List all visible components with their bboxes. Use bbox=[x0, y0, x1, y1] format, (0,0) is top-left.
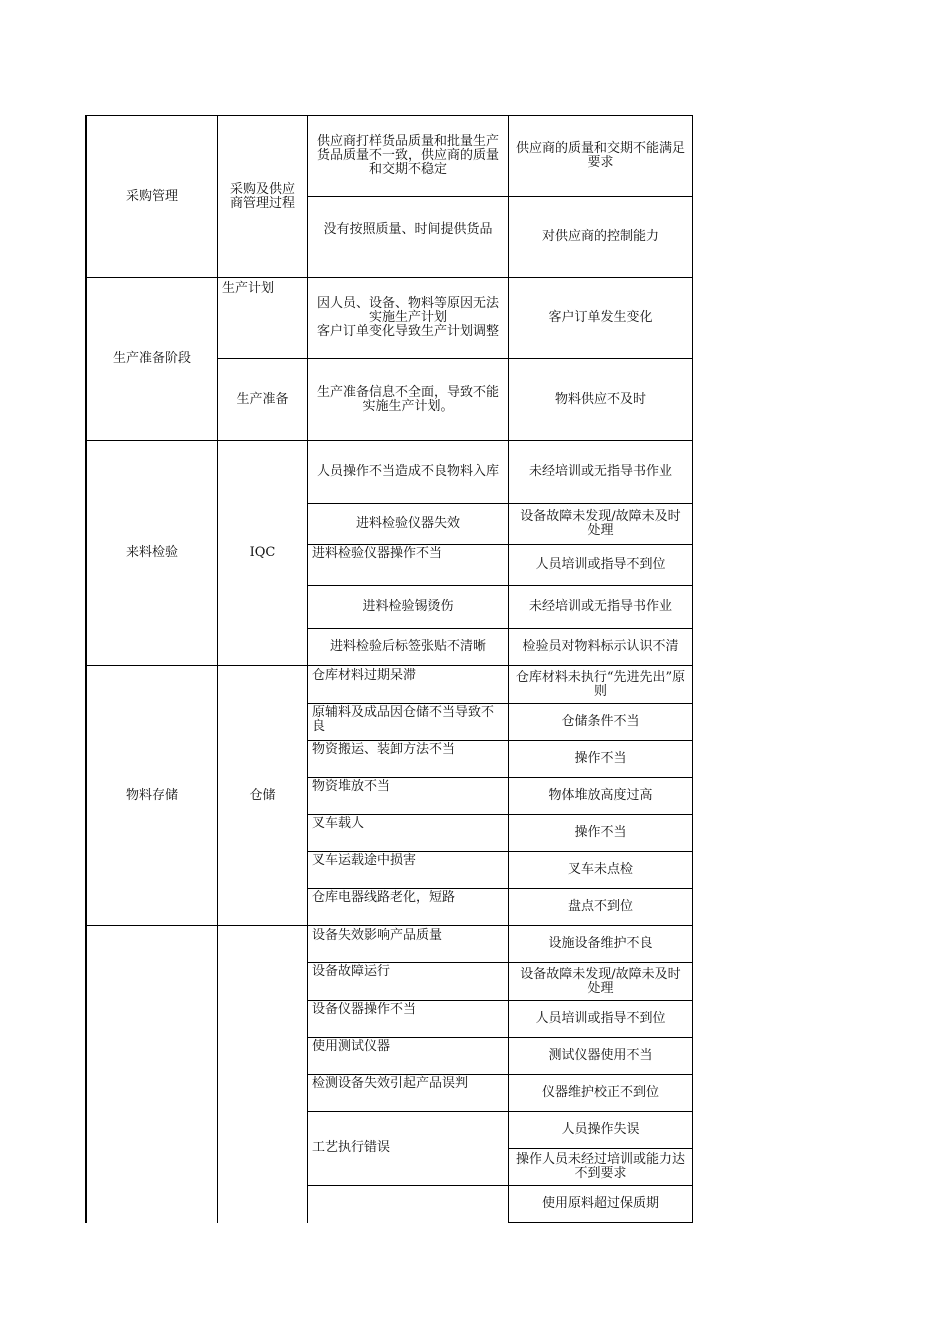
risk-cell: 仓库材料过期呆滞 bbox=[312, 668, 417, 683]
cause-cell: 检验员对物料标示认识不清 bbox=[522, 639, 679, 654]
stage-incoming-inspection: 来料检验 bbox=[125, 545, 178, 560]
risk-cell: 进料检验仪器操作不当 bbox=[312, 546, 443, 561]
cause-cell: 叉车未点检 bbox=[567, 862, 633, 877]
risk-cell: 使用测试仪器 bbox=[312, 1039, 391, 1054]
process-iqc: IQC bbox=[249, 545, 276, 560]
risk-cell: 原辅料及成品因仓储不当导致不良 bbox=[312, 705, 495, 734]
cause-cell: 设备故障未发现/故障未及时处理 bbox=[520, 509, 681, 538]
cause-cell: 测试仪器使用不当 bbox=[548, 1048, 653, 1063]
risk-cell: 设备失效影响产品质量 bbox=[312, 928, 443, 943]
cause-cell: 操作不当 bbox=[574, 751, 627, 766]
risk-cell: 叉车运载途中损害 bbox=[312, 853, 417, 868]
risk-cell: 因人员、设备、物料等原因无法实施生产计划 客户订单变化导致生产计划调整 bbox=[316, 296, 499, 339]
cause-cell: 供应商的质量和交期不能满足要求 bbox=[515, 141, 685, 170]
risk-cell: 没有按照质量、时间提供货品 bbox=[323, 222, 493, 237]
risk-cell: 进料检验锡烫伤 bbox=[362, 599, 454, 614]
cause-cell: 盘点不到位 bbox=[567, 899, 633, 914]
process-procurement: 采购及供应商管理过程 bbox=[229, 181, 295, 211]
risk-cell: 设备故障运行 bbox=[312, 964, 391, 979]
risk-cell: 供应商打样货品质量和批量生产货品质量不一致，供应商的质量和交期不稳定 bbox=[316, 134, 499, 177]
risk-cell: 工艺执行错误 bbox=[312, 1140, 391, 1155]
cause-cell: 仓库材料未执行“先进先出”原则 bbox=[515, 669, 686, 699]
cause-cell: 对供应商的控制能力 bbox=[541, 229, 659, 244]
cause-cell: 仓储条件不当 bbox=[561, 714, 640, 729]
process-warehousing: 仓储 bbox=[249, 787, 276, 803]
cause-cell: 客户订单发生变化 bbox=[548, 310, 653, 325]
risk-cell: 仓库电器线路老化，短路 bbox=[312, 890, 456, 905]
process-production-preparation: 生产准备 bbox=[236, 391, 289, 407]
risk-cell: 物资堆放不当 bbox=[312, 779, 391, 794]
risk-cell: 检测设备失效引起产品误判 bbox=[312, 1076, 469, 1091]
risk-cell: 物资搬运、装卸方法不当 bbox=[312, 742, 456, 757]
cause-cell: 设备故障未发现/故障未及时处理 bbox=[520, 966, 681, 996]
process-production-plan: 生产计划 bbox=[222, 281, 275, 296]
cause-cell: 物体堆放高度过高 bbox=[548, 788, 653, 803]
cause-cell: 未经培训或无指导书作业 bbox=[528, 464, 672, 479]
cause-cell: 人员培训或指导不到位 bbox=[535, 1011, 666, 1026]
risk-cell: 人员操作不当造成不良物料入库 bbox=[316, 464, 499, 479]
cause-cell: 人员操作失误 bbox=[561, 1122, 640, 1137]
cause-cell: 人员培训或指导不到位 bbox=[535, 557, 666, 572]
cause-cell: 操作人员未经过培训或能力达不到要求 bbox=[515, 1152, 685, 1181]
cause-cell: 仪器维护校正不到位 bbox=[541, 1085, 659, 1100]
risk-cell: 生产准备信息不全面，导致不能实施生产计划。 bbox=[316, 384, 499, 414]
stage-procurement: 采购管理 bbox=[125, 188, 178, 204]
risk-cell: 设备仪器操作不当 bbox=[312, 1002, 417, 1017]
cause-cell: 物料供应不及时 bbox=[554, 391, 646, 407]
stage-material-storage: 物料存储 bbox=[125, 787, 178, 803]
cause-cell: 操作不当 bbox=[574, 825, 627, 840]
risk-cell: 进料检验后标签张贴不清晰 bbox=[329, 639, 486, 654]
cause-cell: 设施设备维护不良 bbox=[548, 936, 653, 951]
cause-cell: 未经培训或无指导书作业 bbox=[528, 599, 672, 614]
cause-cell: 使用原料超过保质期 bbox=[541, 1196, 659, 1211]
risk-cell: 叉车载人 bbox=[312, 816, 365, 831]
stage-production-prep: 生产准备阶段 bbox=[112, 351, 191, 366]
risk-cell: 进料检验仪器失效 bbox=[355, 516, 460, 531]
